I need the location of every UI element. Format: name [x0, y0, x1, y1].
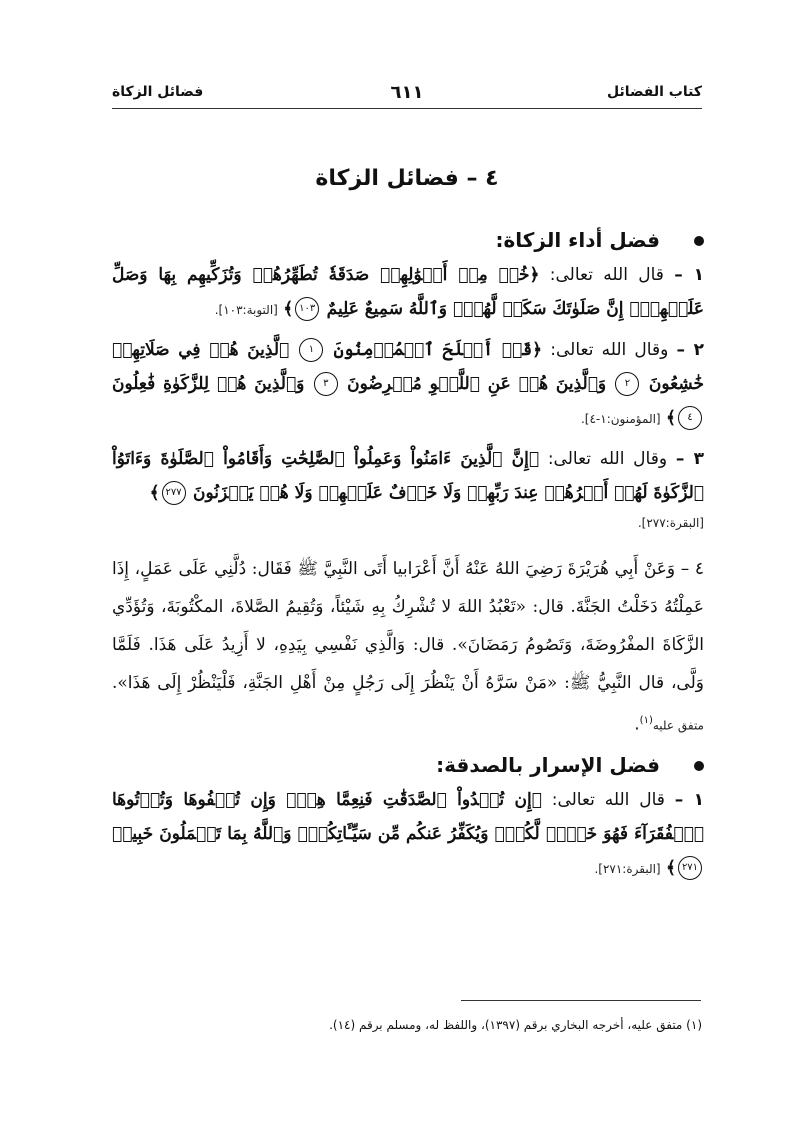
hadith-item-4: ٤ – وَعَنْ أَبِي هُرَيْرَةَ رَضِيَ اللهُ عَنْهُ أَنَّ أَعْرَابيا أَتَى النَّبِيَّ ﷺ فَقَال: دُلَّنِي عَلَى عَمَلٍ، إِذَا عَمِلْتُهُ دَخَلْتُ الجَنَّةَ. قال: «تَعْبُدُ اللهَ لا تُشْرِكُ بِهِ شَيْئاً، وَتُقِيمُ الصَّلاةَ، المكْتُوبَةَ، وَتُؤَدِّي الزَّكَاةَ المفْرُوضَةَ، وَتَصُومُ رَمَضَانَ». قال: وَالَّذِي نَفْسِي بِيَدِهِ، لا أَزِيدُ عَلَى هَذَا. فَلَمَّا وَلَّى، قال النَّبِيُّ ﷺ: «مَنْ سَرَّهُ أَنْ يَنْظُرَ إِلَى رَجُلٍ مِنْ أَهْلِ الجَنَّةِ، فَلْيَنْظُرْ إِلَى هَذَا». متفق عليه$^{(١)}$.	[112, 559, 705, 735]
chapter-title: ٤ – فضائل الزكاة	[315, 166, 499, 191]
bullet-icon	[694, 761, 704, 771]
hadith-text: وَعَنْ أَبِي هُرَيْرَةَ رَضِيَ اللهُ عَنْهُ أَنَّ أَعْرَابيا أَتَى النَّبِيَّ ﷺ فَقَال: دُلَّنِي عَلَى عَمَلٍ، إِذَا عَمِلْتُهُ دَخَلْتُ الجَنَّةَ. قال: «تَعْبُدُ اللهَ لا تُشْرِكُ بِهِ شَيْئاً، وَتُقِيمُ الصَّلاةَ، المكْتُوبَةَ، وَتُؤَدِّي الزَّكَاةَ المفْرُوضَةَ، وَتَصُومُ رَمَضَانَ». قال: وَالَّذِي نَفْسِي بِيَدِهِ، لا أَزِيدُ عَلَى هَذَا. فَلَمَّا وَلَّى، قال النَّبِيُّ ﷺ: «مَنْ سَرَّهُ أَنْ يَنْظُرَ إِلَى رَجُلٍ مِنْ أَهْلِ الجَنَّةِ، فَلْيَنْظُرْ إِلَى هَذَا».	[112, 559, 704, 693]
verse-reference: [البقرة:٢٧٧].	[637, 516, 704, 530]
verse-item-1: ١ – قال الله تعالى: ﴿خُذۡ مِنۡ أَمۡوَٰلِهِمۡ صَدَقَةٗ تُطَهِّرُهُمۡ وَتُزَكِّيهِم بِهَا وَصَلِّ عَلَيۡهِمۡۖ إِنَّ صَلَوٰتَكَ سَكَنٞ لَّهُمۡۗ وَٱللَّهُ سَمِيعٌ عَلِيمٌ ١٠٣﴾ [التوبة:١٠٣].	[112, 265, 705, 319]
verse-item-3: ٣ – وقال الله تعالى: ﴿إِنَّ ٱلَّذِينَ ءَامَنُواْ وَعَمِلُواْ ٱلصَّٰلِحَٰتِ وَأَقَامُواْ ٱلصَّلَوٰةَ وَءَاتَوُاْ ٱلزَّكَوٰةَ لَهُمۡ أَجۡرُهُمۡ عِندَ رَبِّهِمۡ وَلَا خَوۡفٌ عَلَيۡهِمۡ وَلَا هُمۡ يَحۡزَنُونَ ٢٧٧﴾ [البقرة:٢٧٧].	[112, 442, 704, 540]
page-number: ٦١١	[390, 82, 424, 103]
ayah-number-marker: ٢٧١	[678, 856, 702, 880]
footnote-marker: (١)	[639, 715, 653, 726]
bullet-icon	[694, 236, 704, 246]
footnote-divider	[461, 1000, 701, 1001]
verse-item-secret-1: ١ – قال الله تعالى: ﴿إِن تُبۡدُواْ ٱلصَّدَقَٰتِ فَنِعِمَّا هِيَۖ وَإِن تُخۡفُوهَا وَتُؤۡتُوهَا ٱلۡفُقَرَآءَ فَهُوَ خَيۡرٞ لَّكُمۡۚ وَيُكَفِّرُ عَنكُم مِّن سَيِّـَٔاتِكُمۡۗ وَٱللَّهُ بِمَا تَعۡمَلُونَ خَبِيرٞ ٢٧١﴾ [البقرة:٢٧١].	[112, 789, 704, 878]
verse-reference: [التوبة:١٠٣].	[214, 303, 278, 317]
verse-reference: [البقرة:٢٧١].	[594, 861, 661, 876]
ayah-number-marker: ١٠٣	[295, 297, 319, 321]
quran-verse: ﴿خُذۡ مِنۡ أَمۡوَٰلِهِمۡ صَدَقَةٗ تُطَهِّرُهُمۡ وَتُزَكِّيهِم بِهَا وَصَلِّ عَلَيۡهِمۡۖ إِنَّ صَلَوٰتَكَ سَكَنٞ لَّهُمۡۗ وَٱللَّهُ سَمِيعٌ عَلِيمٌ	[112, 265, 704, 319]
ayah-number-marker: ٤	[678, 406, 702, 430]
hadith-source: متفق عليه	[652, 718, 704, 733]
ayah-number-marker: ١	[299, 338, 323, 362]
section-title-secret-charity: فضل الإسرار بالصدقة:	[112, 753, 704, 777]
ayah-number-marker: ٣	[314, 372, 338, 396]
header-book-title: كتاب الفضائل	[607, 84, 702, 100]
section-title-zakat: فضل أداء الزكاة:	[112, 228, 704, 252]
footnote: (١) متفق عليه، أخرجه البخاري برقم (١٣٩٧)، واللفظ له، ومسلم برقم (١٤).	[329, 1018, 702, 1032]
header-divider	[112, 108, 702, 109]
ayah-number-marker: ٢٧٧	[162, 481, 186, 505]
verse-item-2: ٢ – وقال الله تعالى: ﴿قَدۡ أَفۡلَحَ ٱلۡمُؤۡمِنُونَ ١ ٱلَّذِينَ هُمۡ فِي صَلَاتِهِمۡ خَٰشِعُونَ ٢ وَٱلَّذِينَ هُمۡ عَنِ ٱللَّغۡوِ مُعۡرِضُونَ ٣ وَٱلَّذِينَ هُمۡ لِلزَّكَوٰةِ فَٰعِلُونَ ٤﴾ [المؤمنون:١-٤].	[112, 340, 705, 428]
verse-reference: [المؤمنون:١-٤].	[580, 412, 661, 426]
header-chapter-title: فضائل الزكاة	[112, 84, 204, 100]
ayah-number-marker: ٢	[615, 372, 639, 396]
page-body	[112, 228, 704, 892]
running-header	[112, 82, 702, 106]
